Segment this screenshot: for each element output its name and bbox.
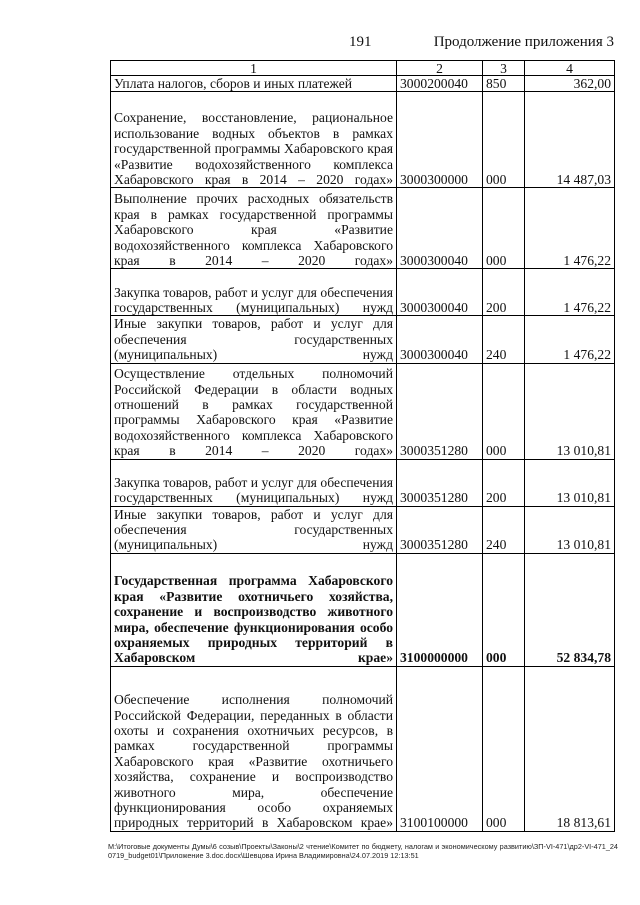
table-row xyxy=(111,459,615,506)
row-kind: 240 xyxy=(483,316,525,363)
row-amount: 13 010,81 xyxy=(525,506,615,553)
row-name: Иные закупки товаров, работ и услуг для обеспечения государственных (муниципальных) нужд xyxy=(111,316,397,363)
row-name: Выполнение прочих расходных обязательств края в рамках государственной программы Хабаровского края «Развитие водохозяйственного комплекса Хабаровского края в 2014 – 2020 годах» xyxy=(111,188,397,269)
row-code: 3000351280 xyxy=(397,506,483,553)
row-name: Закупка товаров, работ и услуг для обеспечения государственных (муниципальных) нужд xyxy=(111,459,397,506)
table-row xyxy=(111,666,615,831)
table-row xyxy=(111,316,615,363)
page-number: 191 xyxy=(349,34,372,50)
row-kind: 850 xyxy=(483,76,525,92)
table-row xyxy=(111,506,615,553)
table-row xyxy=(111,363,615,459)
table-header-row xyxy=(111,61,615,76)
row-code: 3000300040 xyxy=(397,269,483,316)
table-row xyxy=(111,269,615,316)
table-body xyxy=(111,76,615,832)
table-row xyxy=(111,188,615,269)
row-code: 3100000000 xyxy=(397,553,483,666)
row-name: Уплата налогов, сборов и иных платежей xyxy=(111,76,397,92)
column-header: 4 xyxy=(525,61,615,76)
row-code: 3000300000 xyxy=(397,92,483,188)
column-header: 1 xyxy=(111,61,397,76)
row-code: 3000351280 xyxy=(397,459,483,506)
row-code: 3000300040 xyxy=(397,316,483,363)
row-amount: 362,00 xyxy=(525,76,615,92)
table-row xyxy=(111,92,615,188)
row-amount: 52 834,78 xyxy=(525,553,615,666)
row-name: Обеспечение исполнения полномочий Российской Федерации, переданных в области охоты и сохранения охотничьих ресурсов, в рамках государственной программы Хабаровского края «Развитие охотничьего хозяйства, сохранение и воспроизводство животного мира, обеспечение функционирования особо охраняемых природных территорий в Хабаровском крае» xyxy=(111,666,397,831)
row-amount: 13 010,81 xyxy=(525,459,615,506)
row-name: Государственная программа Хабаровского края «Развитие охотничьего хозяйства, сохранение и воспроизводство животного мира, обеспечение функционирования особо охраняемых природных территорий в Хабаровском крае» xyxy=(111,553,397,666)
row-name: Иные закупки товаров, работ и услуг для обеспечения государственных (муниципальных) нужд xyxy=(111,506,397,553)
table-row xyxy=(111,553,615,666)
row-amount: 18 813,61 xyxy=(525,666,615,831)
row-amount: 1 476,22 xyxy=(525,188,615,269)
row-amount: 1 476,22 xyxy=(525,316,615,363)
row-code: 3000200040 xyxy=(397,76,483,92)
row-kind: 200 xyxy=(483,459,525,506)
row-amount: 14 487,03 xyxy=(525,92,615,188)
column-header: 3 xyxy=(483,61,525,76)
row-code: 3100100000 xyxy=(397,666,483,831)
row-name: Осуществление отдельных полномочий Российской Федерации в области водных отношений в рамках государственной программы Хабаровского края «Развитие водохозяйственного комплекса Хабаровского края в 2014 – 2020 годах» xyxy=(111,363,397,459)
row-name: Сохранение, восстановление, рациональное использование водных объектов в рамках государственной программы Хабаровского края «Развитие водохозяйственного комплекса Хабаровского края в 2014 – 2020 годах» xyxy=(111,92,397,188)
row-code: 3000300040 xyxy=(397,188,483,269)
row-kind: 000 xyxy=(483,363,525,459)
row-kind: 000 xyxy=(483,666,525,831)
column-header: 2 xyxy=(397,61,483,76)
row-kind: 240 xyxy=(483,506,525,553)
budget-table xyxy=(110,60,615,832)
row-kind: 000 xyxy=(483,553,525,666)
row-amount: 13 010,81 xyxy=(525,363,615,459)
table-row xyxy=(111,76,615,92)
row-name: Закупка товаров, работ и услуг для обеспечения государственных (муниципальных) нужд xyxy=(111,269,397,316)
continuation-label: Продолжение приложения 3 xyxy=(433,34,614,50)
row-kind: 000 xyxy=(483,188,525,269)
file-path-footer: M:\Итоговые документы Думы\6 созыв\Проекты\Законы\2 чтение\Комитет по бюджету, налогам и экономическому развитию\ЗП-VI-471\др2-VI-471_240719_budget01\Приложение 3.doc.docx\Шевцова Ирина Владимировна\24.07.2019 12:13:51 xyxy=(108,842,618,860)
row-code: 3000351280 xyxy=(397,363,483,459)
row-kind: 000 xyxy=(483,92,525,188)
row-kind: 200 xyxy=(483,269,525,316)
row-amount: 1 476,22 xyxy=(525,269,615,316)
